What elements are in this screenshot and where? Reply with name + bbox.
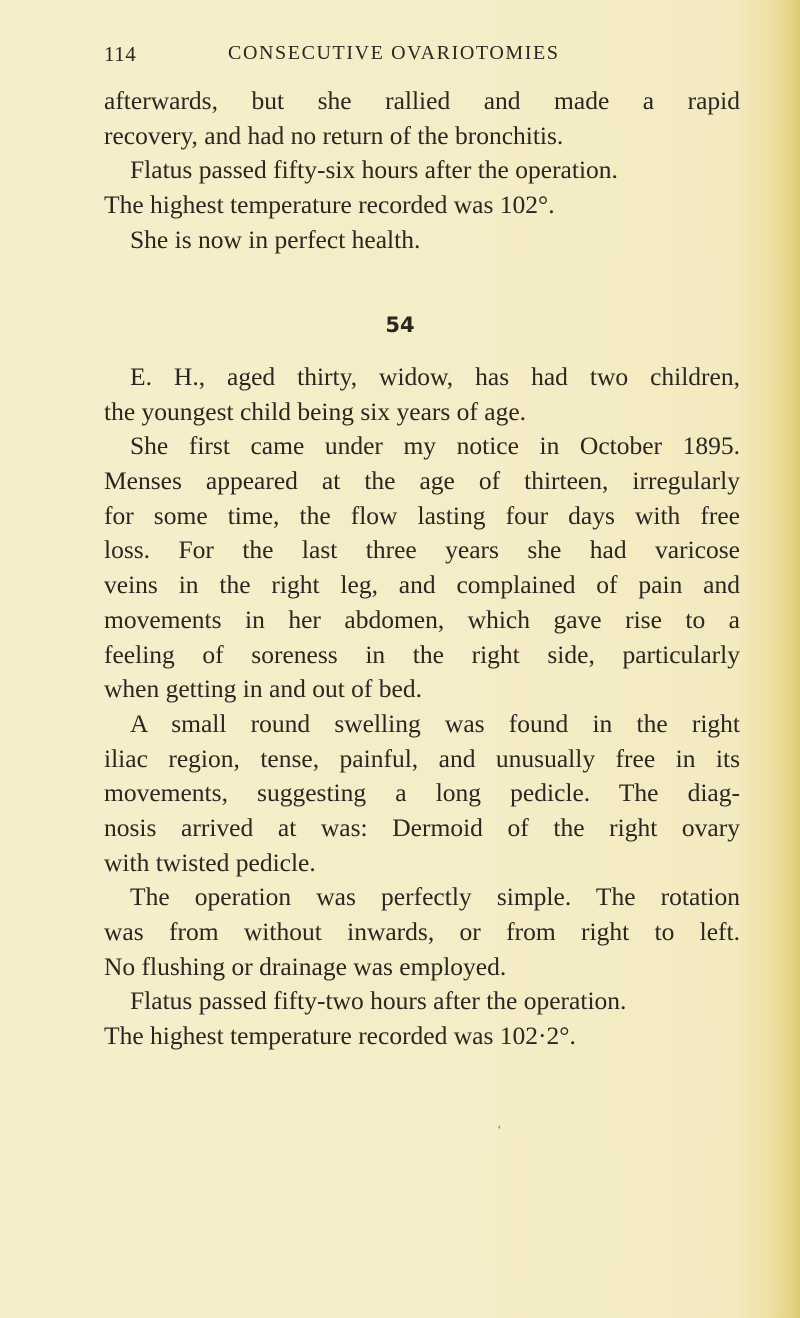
text-line: Menses appeared at the age of thirteen, irregularly bbox=[104, 466, 740, 496]
text-line: veins in the right leg, and complained of pain and bbox=[104, 570, 740, 600]
stray-ink-mark: ‘ bbox=[497, 1123, 502, 1138]
text-line: for some time, the flow lasting four days with free bbox=[104, 500, 740, 530]
text-line: nosis arrived at was: Dermoid of the right ovary bbox=[104, 812, 740, 842]
text-line: No flushing or drainage was employed. bbox=[104, 951, 507, 981]
text-line: was from without inwards, or from right to left. bbox=[104, 917, 740, 946]
text-line: loss. For the last three years she had varicose bbox=[104, 535, 740, 565]
text-line: feeling of soreness in the right side, particularly bbox=[104, 639, 740, 669]
text-line: The operation was perfectly simple. The rotation bbox=[130, 882, 740, 912]
text-line: Flatus passed fifty-two hours after the operation. bbox=[130, 986, 627, 1016]
text-line: the youngest child being six years of age. bbox=[104, 396, 527, 426]
case-paragraphs bbox=[104, 360, 740, 1054]
text-line: A small round swelling was found in the right bbox=[130, 708, 740, 738]
text-line: The highest temperature recorded was 102°. bbox=[104, 190, 555, 220]
page-header bbox=[104, 42, 714, 74]
text-line: Flatus passed fifty-six hours after the operation. bbox=[130, 155, 618, 185]
page-number: 114 bbox=[104, 42, 137, 66]
text-line: She is now in perfect health. bbox=[130, 224, 421, 254]
text-line: iliac region, tense, painful, and unusually free in its bbox=[104, 743, 740, 773]
continuation-paragraphs bbox=[104, 84, 740, 257]
text-line: with twisted pedicle. bbox=[104, 847, 316, 877]
text-line: movements, suggesting a long pedicle. The diag- bbox=[104, 778, 740, 808]
text-line: afterwards, but she rallied and made a rapid bbox=[104, 86, 740, 115]
case-number-heading: 54 bbox=[385, 313, 415, 337]
text-line: recovery, and had no return of the bronchitis. bbox=[104, 120, 564, 150]
text-line: E. H., aged thirty, widow, has had two children, bbox=[130, 362, 740, 391]
text-line: when getting in and out of bed. bbox=[104, 674, 422, 704]
running-title: CONSECUTIVE OVARIOTOMIES bbox=[228, 42, 560, 64]
page-edge-shadow bbox=[774, 0, 800, 1318]
text-line: movements in her abdomen, which gave rise to a bbox=[104, 604, 740, 634]
text-line: She first came under my notice in October 1895. bbox=[130, 431, 740, 461]
text-line: The highest temperature recorded was 102·2°. bbox=[104, 1021, 576, 1051]
